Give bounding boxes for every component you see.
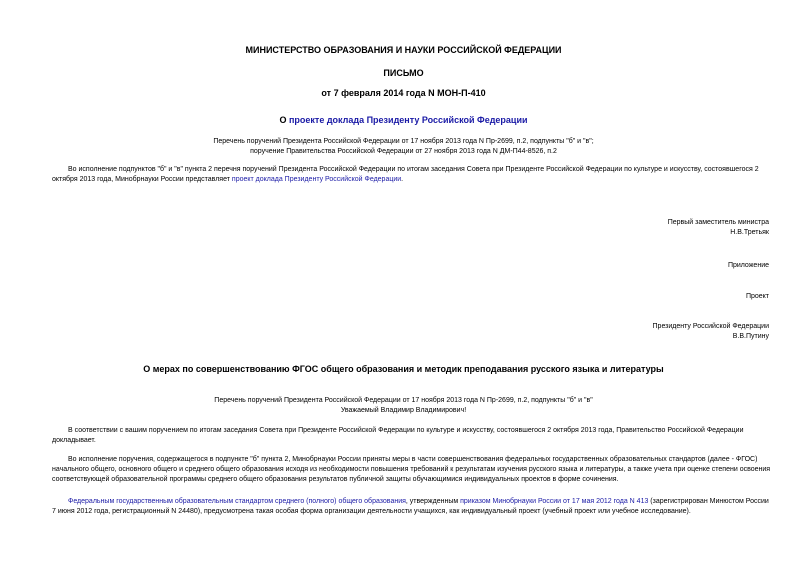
addressee-line-2: В.В.Путину xyxy=(732,333,769,340)
basis-line-2: поручение Правительства Российской Федерации от 27 ноября 2013 года N ДМ-П44-8526, п.2 xyxy=(250,148,557,155)
greeting: Уважаемый Владимир Владимирович! xyxy=(340,407,467,414)
order-413-link[interactable]: приказом Минобрнауки России от 17 мая 2012 года N 413 xyxy=(460,498,649,505)
subject-link[interactable]: проекте доклада Президенту Российской Федерации xyxy=(288,115,528,125)
subject-prefix: О xyxy=(279,115,289,125)
fgos-standard-link[interactable]: Федеральным государственным образовательным стандартом среднего (полного) общего образования xyxy=(68,498,406,505)
paragraph-3 xyxy=(52,497,772,517)
appendix-label: Приложение xyxy=(727,262,769,269)
date-number-heading: от 7 февраля 2014 года N МОН-П-410 xyxy=(321,88,486,98)
basis-block xyxy=(0,137,807,157)
report-basis-block xyxy=(0,396,807,416)
addressee-block xyxy=(449,322,769,342)
signature-block xyxy=(449,218,769,238)
intro-suffix: . xyxy=(401,176,404,183)
subject-heading xyxy=(0,115,807,126)
report-basis: Перечень поручений Президента Российской Федерации от 17 ноября 2013 года N Пр-2699, п.2, подпункты "б" и "в" xyxy=(214,397,593,404)
paragraph-1: В соответствии с вашим поручением по итогам заседания Совета при Президенте Российской Федерации по культуре и искусству, состоявшегося 2 октября 2013 года, Правительство Российской Федерации докладывает. xyxy=(52,427,744,444)
intro-text: Во исполнение подпунктов "б" и "в" пункта 2 перечня поручений Президента Российской Федерации по итогам заседания Совета при Президенте Российской Федерации по культуре и искусству, состоявшегося 2 октября 2013 года, Минобрнауки России представляет xyxy=(52,166,759,183)
addressee-line-1: Президенту Российской Федерации xyxy=(652,323,769,330)
basis-line-1: Перечень поручений Президента Российской Федерации от 17 ноября 2013 года N Пр-2699, п.2, подпункты "б" и "в"; xyxy=(213,138,594,145)
paragraph-3-rest: (зарегистрирован Минюстом России 7 июня 2012 года, регистрационный N 24480), предусмотрена такая особая форма организации деятельности учащихся, как индивидуальный проект (учебный проект или учебное исследование). xyxy=(52,498,769,515)
doc-type-heading: ПИСЬМО xyxy=(383,68,424,78)
signature-name: Н.В.Третьяк xyxy=(730,229,769,236)
intro-link[interactable]: проект доклада Президенту Российской Федерации xyxy=(231,176,402,183)
intro-paragraph xyxy=(52,165,772,185)
paragraph-2: Во исполнение поручения, содержащегося в подпункте "б" пункта 2, Минобрнауки России приняты меры в части совершенствования федеральных государственных образовательных стандартов (далее - ФГОС) начального общего, основного общего и среднего общего образования исходя из необходимости повышения требований к результатам изучения русского языка и литературы, а также учета при оценке степени освоения соответствующей образовательной программы среднего общего образования результатов публичной защиты обучающимися индивидуальных проектов в форме сочинения. xyxy=(52,456,771,483)
signature-position: Первый заместитель министра xyxy=(667,219,769,226)
draft-label: Проект xyxy=(745,293,769,300)
paragraph-3-mid: , утвержденным xyxy=(405,498,461,505)
ministry-heading: МИНИСТЕРСТВО ОБРАЗОВАНИЯ И НАУКИ РОССИЙСКОЙ ФЕДЕРАЦИИ xyxy=(245,45,562,55)
report-title: О мерах по совершенствованию ФГОС общего образования и методик преподавания русского языка и литературы xyxy=(143,364,664,374)
